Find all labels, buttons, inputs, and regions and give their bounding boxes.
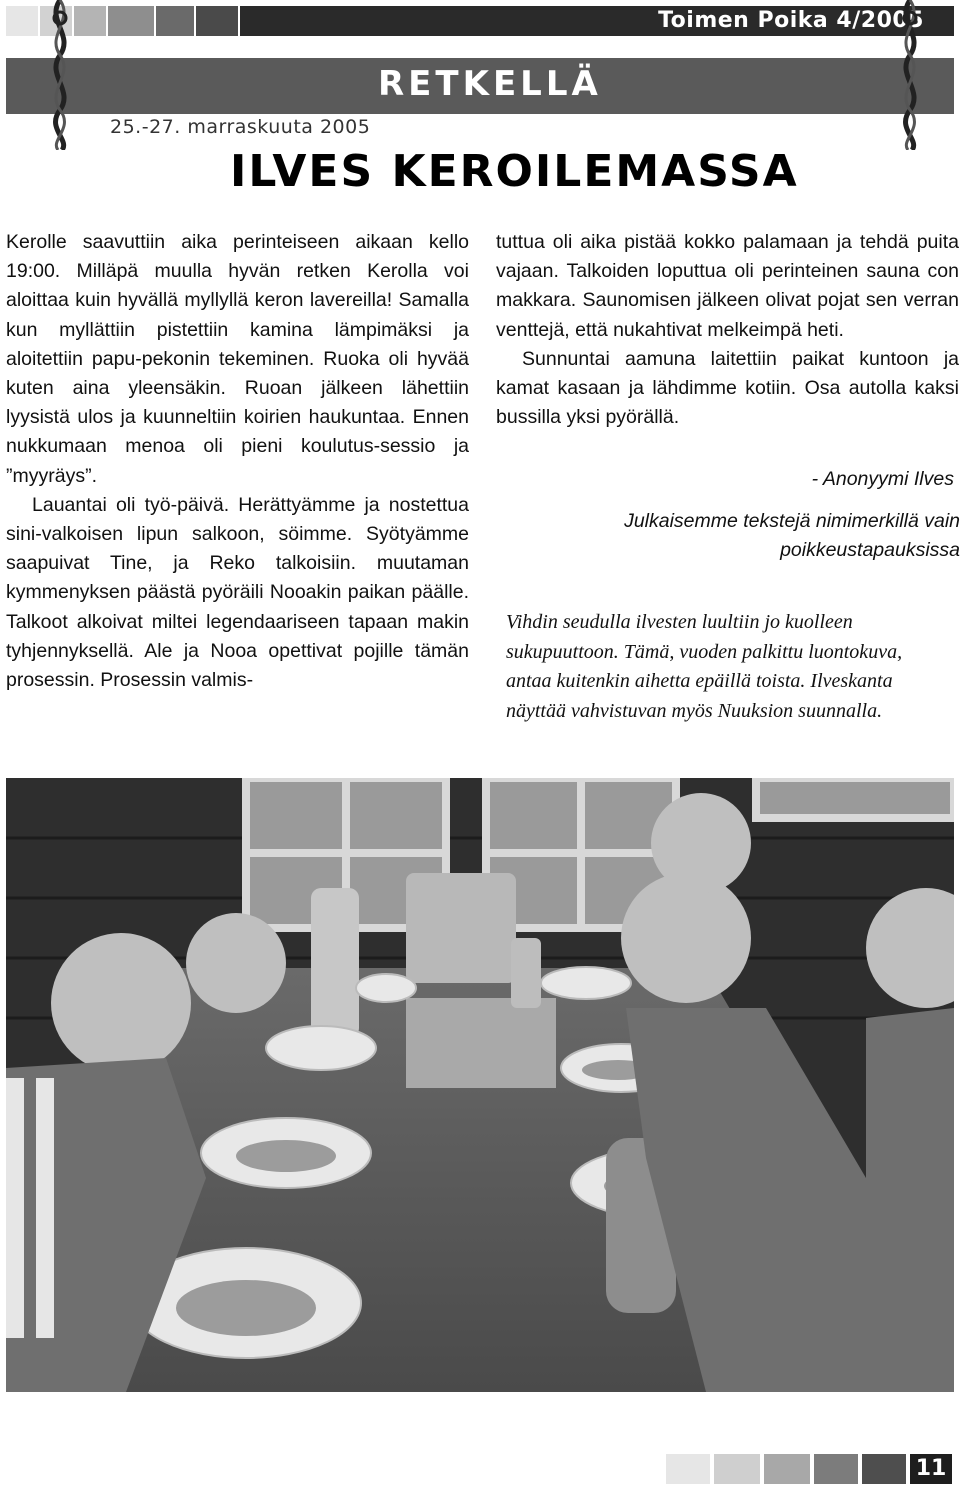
decor-square — [814, 1454, 858, 1484]
magazine-issue: Toimen Poika 4/2005 — [658, 8, 924, 33]
article-right-column — [496, 228, 959, 432]
decor-square — [196, 6, 238, 36]
decor-square — [6, 6, 38, 36]
decor-square — [764, 1454, 810, 1484]
decor-square — [862, 1454, 906, 1484]
paragraph: Sunnuntai aamuna laitettiin paikat kuntoon ja kamat kasaan ja lähdimme kotiin. Osa autolla kaksi bussilla yksi pyörällä. — [496, 347, 959, 429]
decor-square — [108, 6, 154, 36]
page-number: 11 — [910, 1454, 952, 1484]
article-headline: ILVES KEROILEMASSA — [230, 146, 799, 197]
article-left-column — [6, 228, 469, 695]
decor-square — [714, 1454, 760, 1484]
rope-icon — [40, 0, 80, 150]
article-date: 25.-27. marraskuuta 2005 — [110, 116, 371, 138]
section-title: RETKELLÄ — [378, 64, 602, 104]
editor-note: Julkaisemme tekstejä nimimerkillä vain poikkeustapauksissa — [624, 510, 960, 561]
decor-square — [666, 1454, 710, 1484]
photo-caption: Vihdin seudulla ilvesten luultiin jo kuolleen sukupuuttoon. Tämä, vuoden palkittu luontokuva, antaa kuitenkin aihetta epäillä toista. Ilveskanta näyttää vahvistuvan myös Nuuksion suunnalla. — [506, 611, 903, 722]
rope-icon — [890, 0, 930, 150]
article-photo — [6, 778, 954, 1392]
paragraph: tuttua oli aika pistää kokko palamaan ja tehdä puita vajaan. Talkoiden loputtua oli perinteinen sauna con makkara. Saunomisen jälkeen olivat pojat sen verran venttejä, että nukahtivat melkeimpä heti. — [496, 231, 959, 341]
paragraph: Lauantai oli työ-päivä. Herättyämme ja nostettua sini-valkoisen lipun salkoon, söimme. Syötyämme saapuivat Tine, ja Reko talkoisiin. muutaman kymmenyksen päästä pyöräili Nooakin paikan päälle. Talkoot alkoivat miltei legendaariseen tapaan makin tyhjennyksellä. Ale ja Nooa opettivat pojille tämän prosessin. Prosessin valmis- — [6, 493, 469, 692]
decor-square — [156, 6, 194, 36]
signature: - Anonyymi Ilves — [811, 468, 954, 490]
paragraph: Kerolle saavuttiin aika perinteiseen aikaan kello 19:00. Milläpä muulla hyvän retken Kerolla voi aloittaa kuin hyvällä myllyllä keron lavereilla! Samalla kun myllättiin pistettiin kamina lämpimäksi ja aloitettiin papu-pekonin tekeminen. Ruoka oli hyvää kuten aina yleensäkin. Ruoan jälkeen lähettiin lyysistä ulos ja kuunneltiin koirien haukuntaa. Ennen nukkumaan menoa oli pieni koulutus-sessio ja ”myyräys”. — [6, 231, 469, 487]
